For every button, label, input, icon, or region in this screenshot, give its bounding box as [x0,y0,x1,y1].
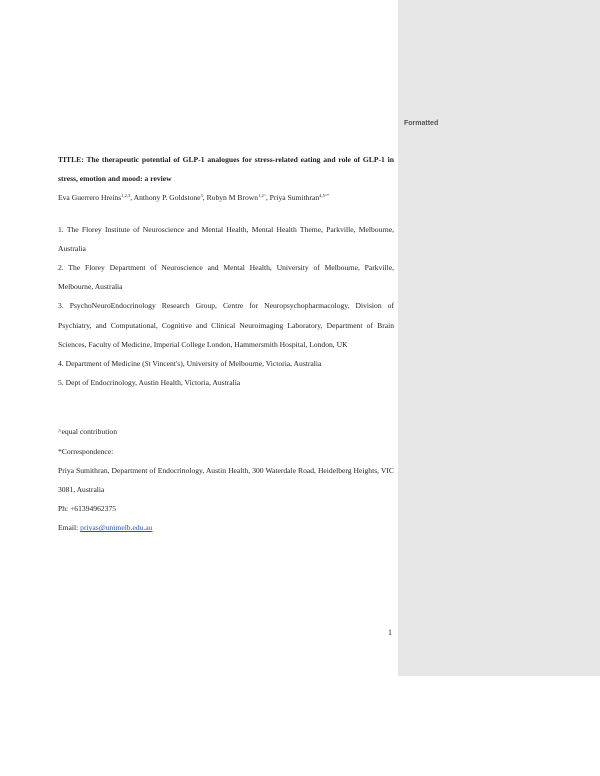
author-affiliation-sup: 4,5^* [319,193,330,199]
author-name: Eva Guerrero Hreins [58,193,122,203]
equal-contribution-note: ^equal contribution [58,427,118,437]
correspondence-address: Priya Sumithran, Department of Endocrinology, Austin Health, 300 Waterdale Road, Heidelberg Heights, VIC 3081, Australia [58,465,394,495]
affiliation-1: 1. The Florey Institute of Neuroscience and Mental Health, Mental Health Theme, Parkville, Melbourne, Australia [58,224,394,253]
affiliation-5: 5. Dept of Endocrinology, Austin Health, Victoria, Australia [58,378,241,388]
author-name: Anthony P. Goldstone [133,193,201,203]
affiliation-4: 4. Department of Medicine (St Vincent's), University of Melbourne, Victoria, Australia [58,359,322,369]
document-page [58,150,394,538]
correspondence-label: *Correspondence: [58,446,114,456]
author-affiliation-sup: 3 [200,193,203,199]
author-name: Robyn M Brown [206,193,259,203]
author-affiliation-sup: 1,2^ [258,193,266,199]
comment-label: Formatted [404,120,439,127]
phone-number: Ph: +61394962375 [58,504,117,514]
affiliation-3: 3. PsychoNeuroEndocrinology Research Group, Centre for Neuropsychopharmacology, Division of Psychiatry, and Computational, Cognitive and Clinical Neuroimaging Laboratory, Department of Brain Sciences, Faculty of Medicine, Imperial College London, Hammersmith Hospital, London, UK [58,301,394,349]
email-line: Email: priyas@unimelb.edu.au [58,523,153,533]
author-list: Eva Guerrero Hreins$^{1,2,3}$, Anthony P. Goldstone$^3$, Robyn M Brown$^{1,2\^{}}$, Priya Sumithran$^{4,5\^{}*}$ [58,193,330,203]
comment-pane [398,0,600,676]
affiliation-2: 2. The Florey Department of Neuroscience and Mental Health, University of Melbourne, Parkville, Melbourne, Australia [58,263,394,292]
email-link[interactable]: priyas@unimelb.edu.au [80,523,153,533]
paper-title: TITLE: The therapeutic potential of GLP-1 analogues for stress-related eating and role of GLP-1 in stress, emotion and mood: a review [58,155,394,184]
author-affiliation-sup: 1,2,3 [121,193,131,199]
page-number: 1 [388,628,392,637]
author-name: Priya Sumithran [269,193,320,203]
